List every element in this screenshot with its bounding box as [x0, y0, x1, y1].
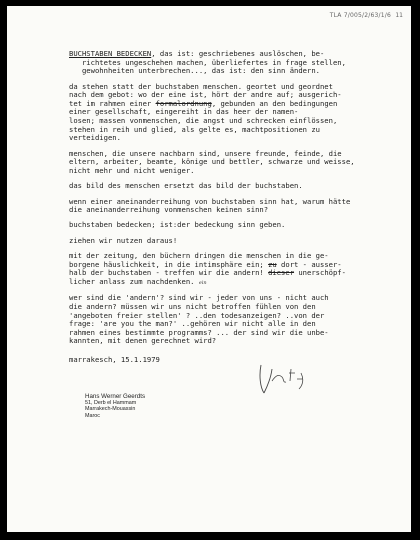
text-line: ziehen wir nutzen daraus!	[69, 235, 178, 245]
text-line: buchstaben bedecken; ist:der bedeckung sinn geben.	[69, 220, 286, 230]
address-stamp	[85, 394, 205, 419]
sender-city: Marrakech-Mouassin	[85, 406, 136, 413]
text-line: rahmen eines bestimmte programms? ... der sind wir die unbe-	[69, 327, 329, 337]
page-number: 11	[395, 12, 403, 19]
text-line: kannten, mit denen gerechnet wird?	[69, 336, 217, 346]
dateline: marrakesch, 15.1.1979	[69, 355, 160, 364]
text-line: die andern? müssen wir uns nicht betroffen fühlen von den	[69, 302, 316, 312]
text-line: frage: 'are you the man?' ..gehören wir nicht alle in den	[69, 319, 316, 329]
paragraph-7	[69, 237, 389, 246]
text-line: eltern, arbeiter, beamte, könige und bettler, schwarze und weisse,	[69, 157, 355, 167]
text-line: borgene häuslichkeit, in die intimsphäre ein;	[69, 259, 269, 269]
paragraph-6	[69, 221, 389, 230]
struck-word: zu	[268, 259, 277, 269]
typescript-body	[69, 50, 389, 371]
text-line: halb der buchstaben - treffen wir die andern!	[69, 268, 269, 278]
text-line: wer sind die 'andern'? sind wir - jeder von uns - nicht auch	[69, 293, 329, 303]
text-line: nach dem gebot: wo der eine ist, hört der andre auf; ausgerich-	[69, 90, 342, 100]
text-line: richtetes ungeschehen machen, überliefertes in frage stellen,	[69, 57, 346, 67]
sender-name: Hans Werner Geerdts	[85, 393, 146, 400]
text-line: die aneinanderreihung vonmenschen keinen sinn?	[69, 205, 269, 215]
paragraph-4	[69, 182, 389, 191]
text-line: gewohnheiten unterbrechen..., das ist: den sinn ändern.	[69, 66, 320, 76]
archive-stamp: TLA 7/005/2/63/1/6	[329, 12, 391, 19]
text-line: mit der zeitung, den büchern dringen die menschen in die ge-	[69, 251, 329, 261]
text-line: stehen in reih und glied, als gelte es, machtpositionen zu	[69, 124, 320, 134]
paragraph-3	[69, 150, 389, 176]
text-line: menschen, die unsere nachbarn sind, unsere freunde, feinde, die	[69, 148, 342, 158]
paragraph-9	[69, 294, 389, 346]
paragraph-2	[69, 83, 389, 143]
paragraph-8	[69, 252, 389, 287]
text-line: da stehen statt der buchstaben menschen. geortet und geordnet	[69, 81, 333, 91]
text-line: losen; massen vonmenschen, die angst und schrecken einflössen,	[69, 115, 338, 125]
text-line: einer gesellschaft, eingereiht in das heer der namen-	[69, 107, 299, 117]
struck-word: dieser	[268, 268, 295, 278]
paragraph-1	[69, 50, 389, 76]
paragraph-5	[69, 198, 389, 215]
text-line: , das ist: geschriebenes auslöschen, be-	[151, 49, 325, 58]
text-line: unerschöpf-	[294, 268, 346, 278]
text-line: 'angeboten freier stellen' ? ..den todesanzeigen? ..von der	[69, 310, 325, 320]
text-line: dort - ausser-	[276, 259, 342, 269]
title-buchstaben-bedecken: BUCHSTABEN BEDECKEN	[69, 49, 152, 58]
text-line: verteidigen.	[69, 133, 121, 143]
text-line: nicht mehr und nicht weniger.	[69, 165, 195, 175]
handwritten-correction: ein	[198, 280, 207, 287]
sender-country: Maroc	[85, 412, 100, 419]
signature-mark	[255, 361, 315, 397]
text-line: wenn einer aneinanderreihung von buchstaben sinn hat, warum hätte	[69, 196, 351, 206]
text-line: , gebunden an den bedingungen	[211, 98, 338, 108]
text-line: licher anlass zum nachdenken.	[69, 277, 195, 287]
text-line: das bild des menschen ersetzt das bild der buchstaben.	[69, 181, 303, 191]
sender-street: 51, Derb el Hammam	[85, 400, 137, 407]
struck-word: formalordnung	[155, 98, 212, 108]
text-line: tet im rahmen einer	[69, 98, 156, 108]
